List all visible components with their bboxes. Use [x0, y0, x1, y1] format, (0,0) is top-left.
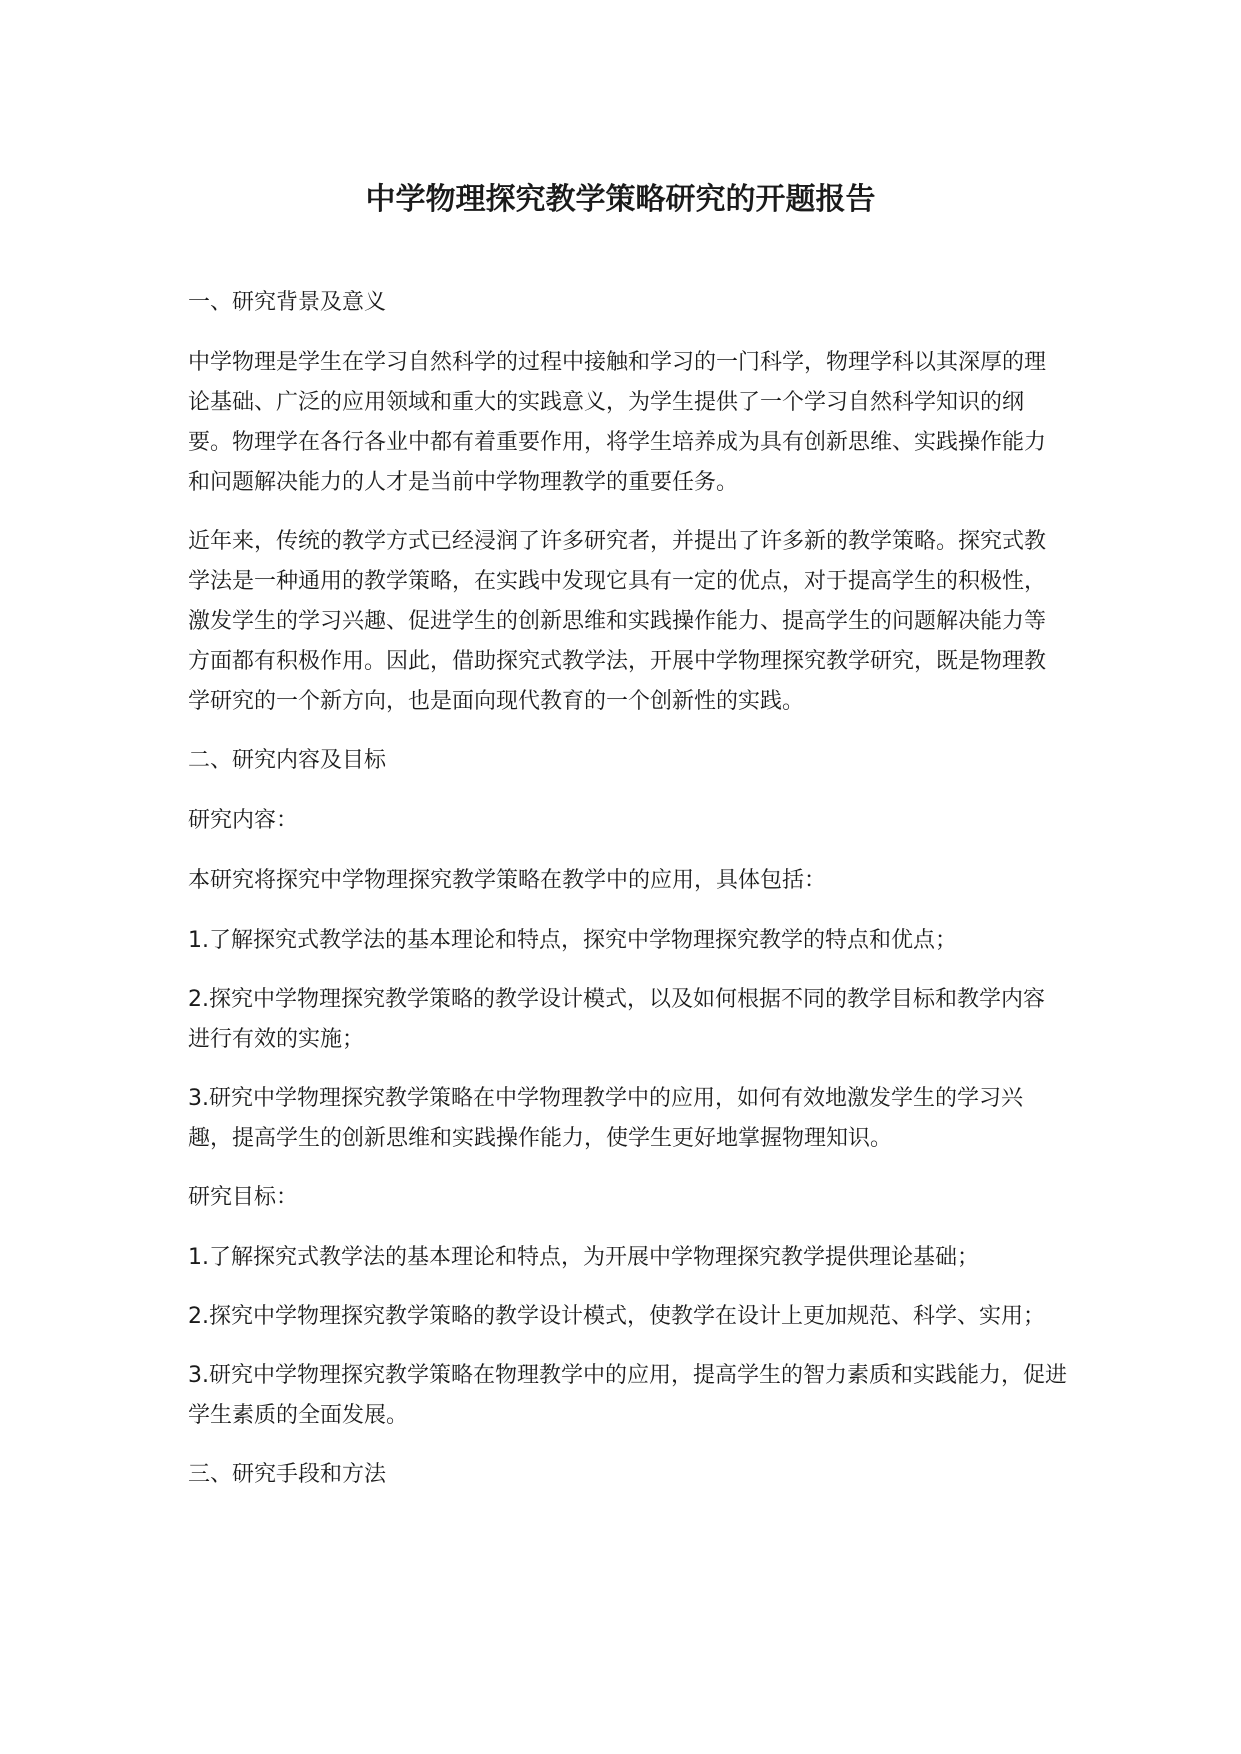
content-item: 1.了解探究式教学法的基本理论和特点，探究中学物理探究教学的特点和优点； — [188, 928, 957, 953]
section-heading-content: 二、研究内容及目标 — [188, 748, 387, 773]
document-body — [188, 283, 1088, 1515]
goal-item: 1.了解探究式教学法的基本理论和特点，为开展中学物理探究教学提供理论基础； — [188, 1245, 979, 1270]
background-paragraph: 近年来，传统的教学方式已经浸润了许多研究者，并提出了许多新的教学策略。探究式教学法是一种通用的教学策略，在实践中发现它具有一定的优点，对于提高学生的积极性，激发学生的学习兴趣、促进学生的创新思维和实践操作能力、提高学生的问题解决能力等方面都有积极作用。因此，借助探究式教学法，开展中学物理探究教学研究，既是物理教学研究的一个新方向，也是面向现代教育的一个创新性的实践。 — [188, 529, 1047, 714]
section-heading-background: 一、研究背景及意义 — [188, 290, 387, 315]
goal-item: 2.探究中学物理探究教学策略的教学设计模式，使教学在设计上更加规范、科学、实用； — [188, 1304, 1045, 1329]
content-item: 3.研究中学物理探究教学策略在中学物理教学中的应用，如何有效地激发学生的学习兴趣，提高学生的创新思维和实践操作能力，使学生更好地掌握物理知识。 — [188, 1086, 1023, 1151]
document-title: 中学物理探究教学策略研究的开题报告 — [365, 182, 876, 217]
section-heading-methods: 三、研究手段和方法 — [188, 1462, 387, 1487]
content-item: 2.探究中学物理探究教学策略的教学设计模式，以及如何根据不同的教学目标和教学内容进行有效的实施； — [188, 987, 1045, 1052]
content-intro: 本研究将探究中学物理探究教学策略在教学中的应用，具体包括： — [188, 868, 827, 893]
content-label: 研究内容： — [188, 808, 299, 833]
goal-label: 研究目标： — [188, 1185, 299, 1210]
goal-item: 3.研究中学物理探究教学策略在物理教学中的应用，提高学生的智力素质和实践能力，促进学生素质的全面发展。 — [188, 1363, 1067, 1428]
background-paragraph: 中学物理是学生在学习自然科学的过程中接触和学习的一门科学，物理学科以其深厚的理论基础、广泛的应用领域和重大的实践意义，为学生提供了一个学习自然科学知识的纲要。物理学在各行各业中都有着重要作用，将学生培养成为具有创新思维、实践操作能力和问题解决能力的人才是当前中学物理教学的重要任务。 — [188, 350, 1047, 495]
